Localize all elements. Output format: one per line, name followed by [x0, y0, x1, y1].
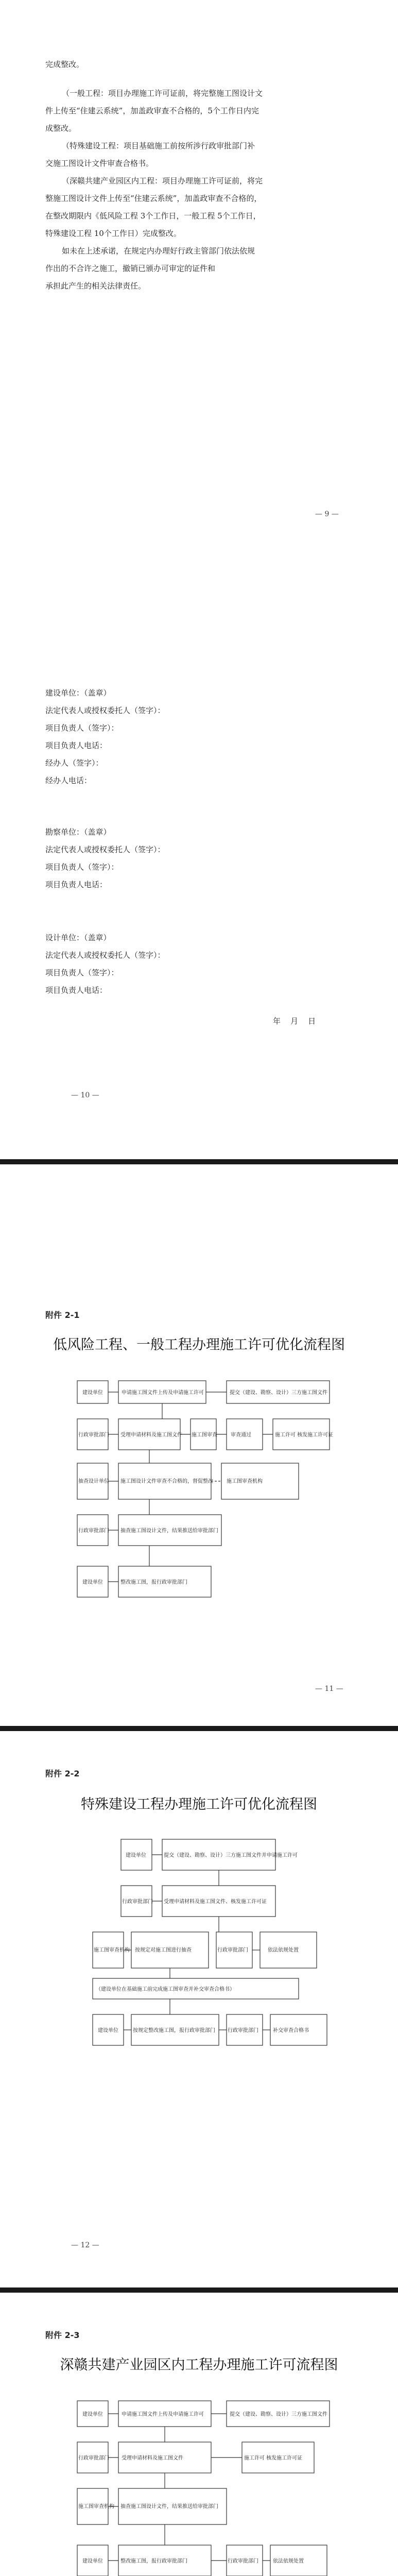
flow-node: 提交（建设、勘察、设计）三方施工图文件 — [230, 1390, 327, 1396]
flow-node: 提交（建设、勘察、设计）三方施工图文件 — [230, 2412, 327, 2417]
body-line: 如未在上述承诺，在规定内办理好行政主管部门依法依规 — [62, 246, 255, 256]
flow-node: 行政审批部门 — [78, 2455, 109, 2461]
flow-node: 整改施工图，报行政审批部门 — [120, 1580, 187, 1585]
signer-line: 建设单位：（盖章） — [45, 688, 111, 698]
signer-line: 法定代表人或授权委托人（签字）： — [45, 706, 165, 715]
flow-node: 申请施工图文件上传及申请施工许可 — [122, 1390, 204, 1396]
flow-node: 建设单位 — [98, 2028, 118, 2033]
page-separator — [0, 1159, 398, 1164]
signature-date: 年 月 日 — [273, 1016, 316, 1026]
flow-node: 行政审批部门 — [217, 1947, 248, 1953]
body-line: 件上传至“住建云系统”，加盖政审查不合格的，5个工作日内完 — [45, 106, 259, 115]
document-page-9 — [0, 0, 398, 567]
flowchart-2-1 — [0, 1360, 398, 1680]
flow-node: 行政审批部门 — [228, 2558, 258, 2564]
page-number: — 11 — — [315, 1685, 343, 1693]
flow-node: 依法依规处置 — [273, 2558, 304, 2564]
flow-node: 申请施工图文件上传及申请施工许可 — [122, 2412, 204, 2417]
flow-node: 行政审批部门 — [78, 1528, 109, 1534]
flow-node: 抽查设计单位 — [78, 1479, 109, 1484]
signer-line: 设计单位：（盖章） — [45, 933, 111, 942]
document-page-12 — [0, 1731, 398, 2287]
page-separator — [0, 1726, 398, 1731]
page-title: 深赣共建产业园区内工程办理施工许可流程图 — [60, 2357, 338, 2373]
flow-node: 施工图设计文件审查不合格的，督促整改 — [120, 1479, 213, 1484]
flow-node: 依法依规处置 — [268, 1947, 299, 1953]
document-page-10 — [0, 567, 398, 1159]
flowchart-2-2 — [0, 1819, 398, 2159]
flow-node: 按规定整改施工图，报行政审批部门 — [133, 2028, 215, 2033]
signer-line: 项目负责人电话： — [45, 741, 108, 750]
flow-node: 建设单位 — [82, 1580, 103, 1585]
flow-node: 行政审批部门 — [228, 2028, 258, 2033]
body-line: 特殊建设工程 10个工作日）完成整改。 — [45, 229, 181, 238]
page-number: — 9 — — [315, 510, 339, 518]
flow-node: 整改施工图，报行政审批部门 — [120, 2558, 187, 2564]
flow-node: 审查通过 — [231, 1432, 251, 1438]
page-number: — 12 — — [71, 2241, 99, 2249]
signer-line: 项目负责人电话： — [45, 986, 108, 995]
body-line: 在整改期限内《低风险工程 3个工作日，一般工程 5个工作日， — [45, 211, 261, 221]
flowchart-2-3 — [0, 2380, 398, 2576]
signer-line: 项目负责人电话： — [45, 880, 108, 889]
flow-node: 行政审批部门 — [122, 1899, 153, 1905]
body-line: 交施工图设计文件审查合格书。 — [45, 159, 154, 168]
flow-node: 建设单位 — [82, 2558, 103, 2564]
document-page-11 — [0, 1164, 398, 1726]
flow-node: 按规定对施工图进行抽查 — [135, 1947, 192, 1953]
flow-node: （建设单位在基础施工前完成施工图审查并补交审查合格书） — [96, 1987, 235, 1992]
body-line: 整施工图设计文件上传至“住建云系统”，加盖政审查不合格的， — [45, 194, 262, 203]
flow-node: 行政审批部门 — [78, 1432, 109, 1438]
flow-node: 建设单位 — [82, 1390, 103, 1396]
body-line: 成整改。 — [45, 124, 77, 133]
flow-node: 抽查施工图设计文件，结果推送给审批部门 — [120, 2504, 218, 2510]
flow-node: 提交（建设、勘察、设计）三方施工图文件并申请施工许可 — [164, 1853, 298, 1858]
flow-node: 抽查施工图设计文件，结果推送给审批部门 — [120, 1528, 218, 1534]
page-number: — 10 — — [71, 1091, 99, 1099]
document-page-13 — [0, 2293, 398, 2576]
attachment-label: 附件 2-2 — [45, 1769, 80, 1778]
flow-node: 补交审查合格书 — [273, 2028, 309, 2033]
flow-node: 受理申请材料及施工图文件、核发施工许可证 — [164, 1899, 267, 1905]
flow-node: 施工许可 核发施工许可证 — [275, 1432, 334, 1438]
body-line: 完成整改。 — [45, 60, 84, 69]
flow-node: 施工许可 核发施工许可证 — [244, 2455, 303, 2461]
flow-node: 受理申请材料及施工图文件 — [120, 1432, 182, 1438]
page-title: 特殊建设工程办理施工许可优化流程图 — [81, 1797, 317, 1812]
signer-line: 项目负责人（签字）： — [45, 723, 119, 733]
signer-line: 项目负责人（签字）： — [45, 862, 119, 872]
body-line: 承担此产生的相关法律责任。 — [45, 281, 146, 291]
flow-node: 施工图审查机构 — [78, 2504, 114, 2510]
body-line: 作出的不合许之施工，撤销已颁办可审定的证件和 — [45, 264, 216, 273]
flow-node: 受理申请材料及施工图文件 — [122, 2455, 183, 2461]
signer-line: 项目负责人（签字）： — [45, 968, 119, 977]
flow-node: 建设单位 — [82, 2412, 103, 2417]
signer-line: 经办人（签字）： — [45, 758, 103, 768]
signer-line: 经办人电话： — [45, 776, 92, 785]
page-separator — [0, 2287, 398, 2293]
flow-node: 建设单位 — [126, 1853, 146, 1858]
attachment-label: 附件 2-3 — [45, 2330, 80, 2340]
body-line: （深赣共建产业园区内工程：项目办理施工许可证前，将完 — [62, 176, 263, 185]
flow-node: 施工图审查机构 — [94, 1947, 130, 1953]
body-line: （特殊建设工程：项目基础施工前按所涉行政审批部门补 — [62, 141, 255, 150]
attachment-label: 附件 2-1 — [45, 1310, 80, 1320]
signer-line: 勘察单位：（盖章） — [45, 827, 111, 837]
signer-line: 法定代表人或授权委托人（签字）： — [45, 951, 165, 960]
flow-node: 施工图审查机构 — [227, 1479, 263, 1484]
body-line: （一般工程：项目办理施工许可证前，将完整施工图设计文 — [62, 89, 263, 98]
flow-node: 施工图审查 — [192, 1432, 217, 1438]
signer-line: 法定代表人或授权委托人（签字）： — [45, 845, 165, 854]
page-title: 低风险工程、一般工程办理施工许可优化流程图 — [53, 1337, 345, 1353]
